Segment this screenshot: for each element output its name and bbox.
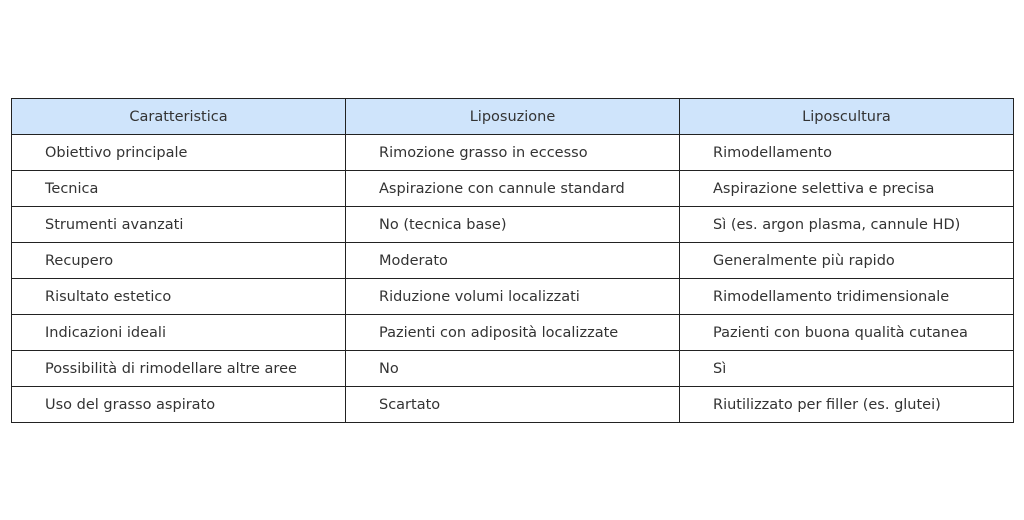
table-cell: Rimodellamento tridimensionale [680,279,1014,315]
table-cell: Uso del grasso aspirato [12,387,346,423]
header-cell-caratteristica: Caratteristica [12,99,346,135]
table-cell: Strumenti avanzati [12,207,346,243]
table-cell: Aspirazione con cannule standard [346,171,680,207]
table-cell: Tecnica [12,171,346,207]
table-row [12,351,1014,387]
table-cell: Possibilità di rimodellare altre aree [12,351,346,387]
table-cell: Riutilizzato per filler (es. glutei) [680,387,1014,423]
table-row [12,243,1014,279]
table-cell: Generalmente più rapido [680,243,1014,279]
table-header [12,99,1014,135]
table-cell: No (tecnica base) [346,207,680,243]
table-row [12,207,1014,243]
table-row [12,279,1014,315]
table-cell: Moderato [346,243,680,279]
table-cell: Indicazioni ideali [12,315,346,351]
table-row [12,315,1014,351]
table-cell: Obiettivo principale [12,135,346,171]
table-cell: Riduzione volumi localizzati [346,279,680,315]
header-cell-liposcultura: Liposcultura [680,99,1014,135]
table-cell: Sì (es. argon plasma, cannule HD) [680,207,1014,243]
table-cell: Risultato estetico [12,279,346,315]
table-row [12,135,1014,171]
table-cell: Pazienti con adiposità localizzate [346,315,680,351]
table-cell: No [346,351,680,387]
comparison-table [11,98,1014,423]
table-cell: Scartato [346,387,680,423]
table-row [12,171,1014,207]
table-cell: Recupero [12,243,346,279]
table-body [12,135,1014,423]
table-cell: Sì [680,351,1014,387]
header-cell-liposuzione: Liposuzione [346,99,680,135]
table-cell: Rimodellamento [680,135,1014,171]
table-cell: Pazienti con buona qualità cutanea [680,315,1014,351]
table-cell: Aspirazione selettiva e precisa [680,171,1014,207]
header-row [12,99,1014,135]
table-row [12,387,1014,423]
table-cell: Rimozione grasso in eccesso [346,135,680,171]
